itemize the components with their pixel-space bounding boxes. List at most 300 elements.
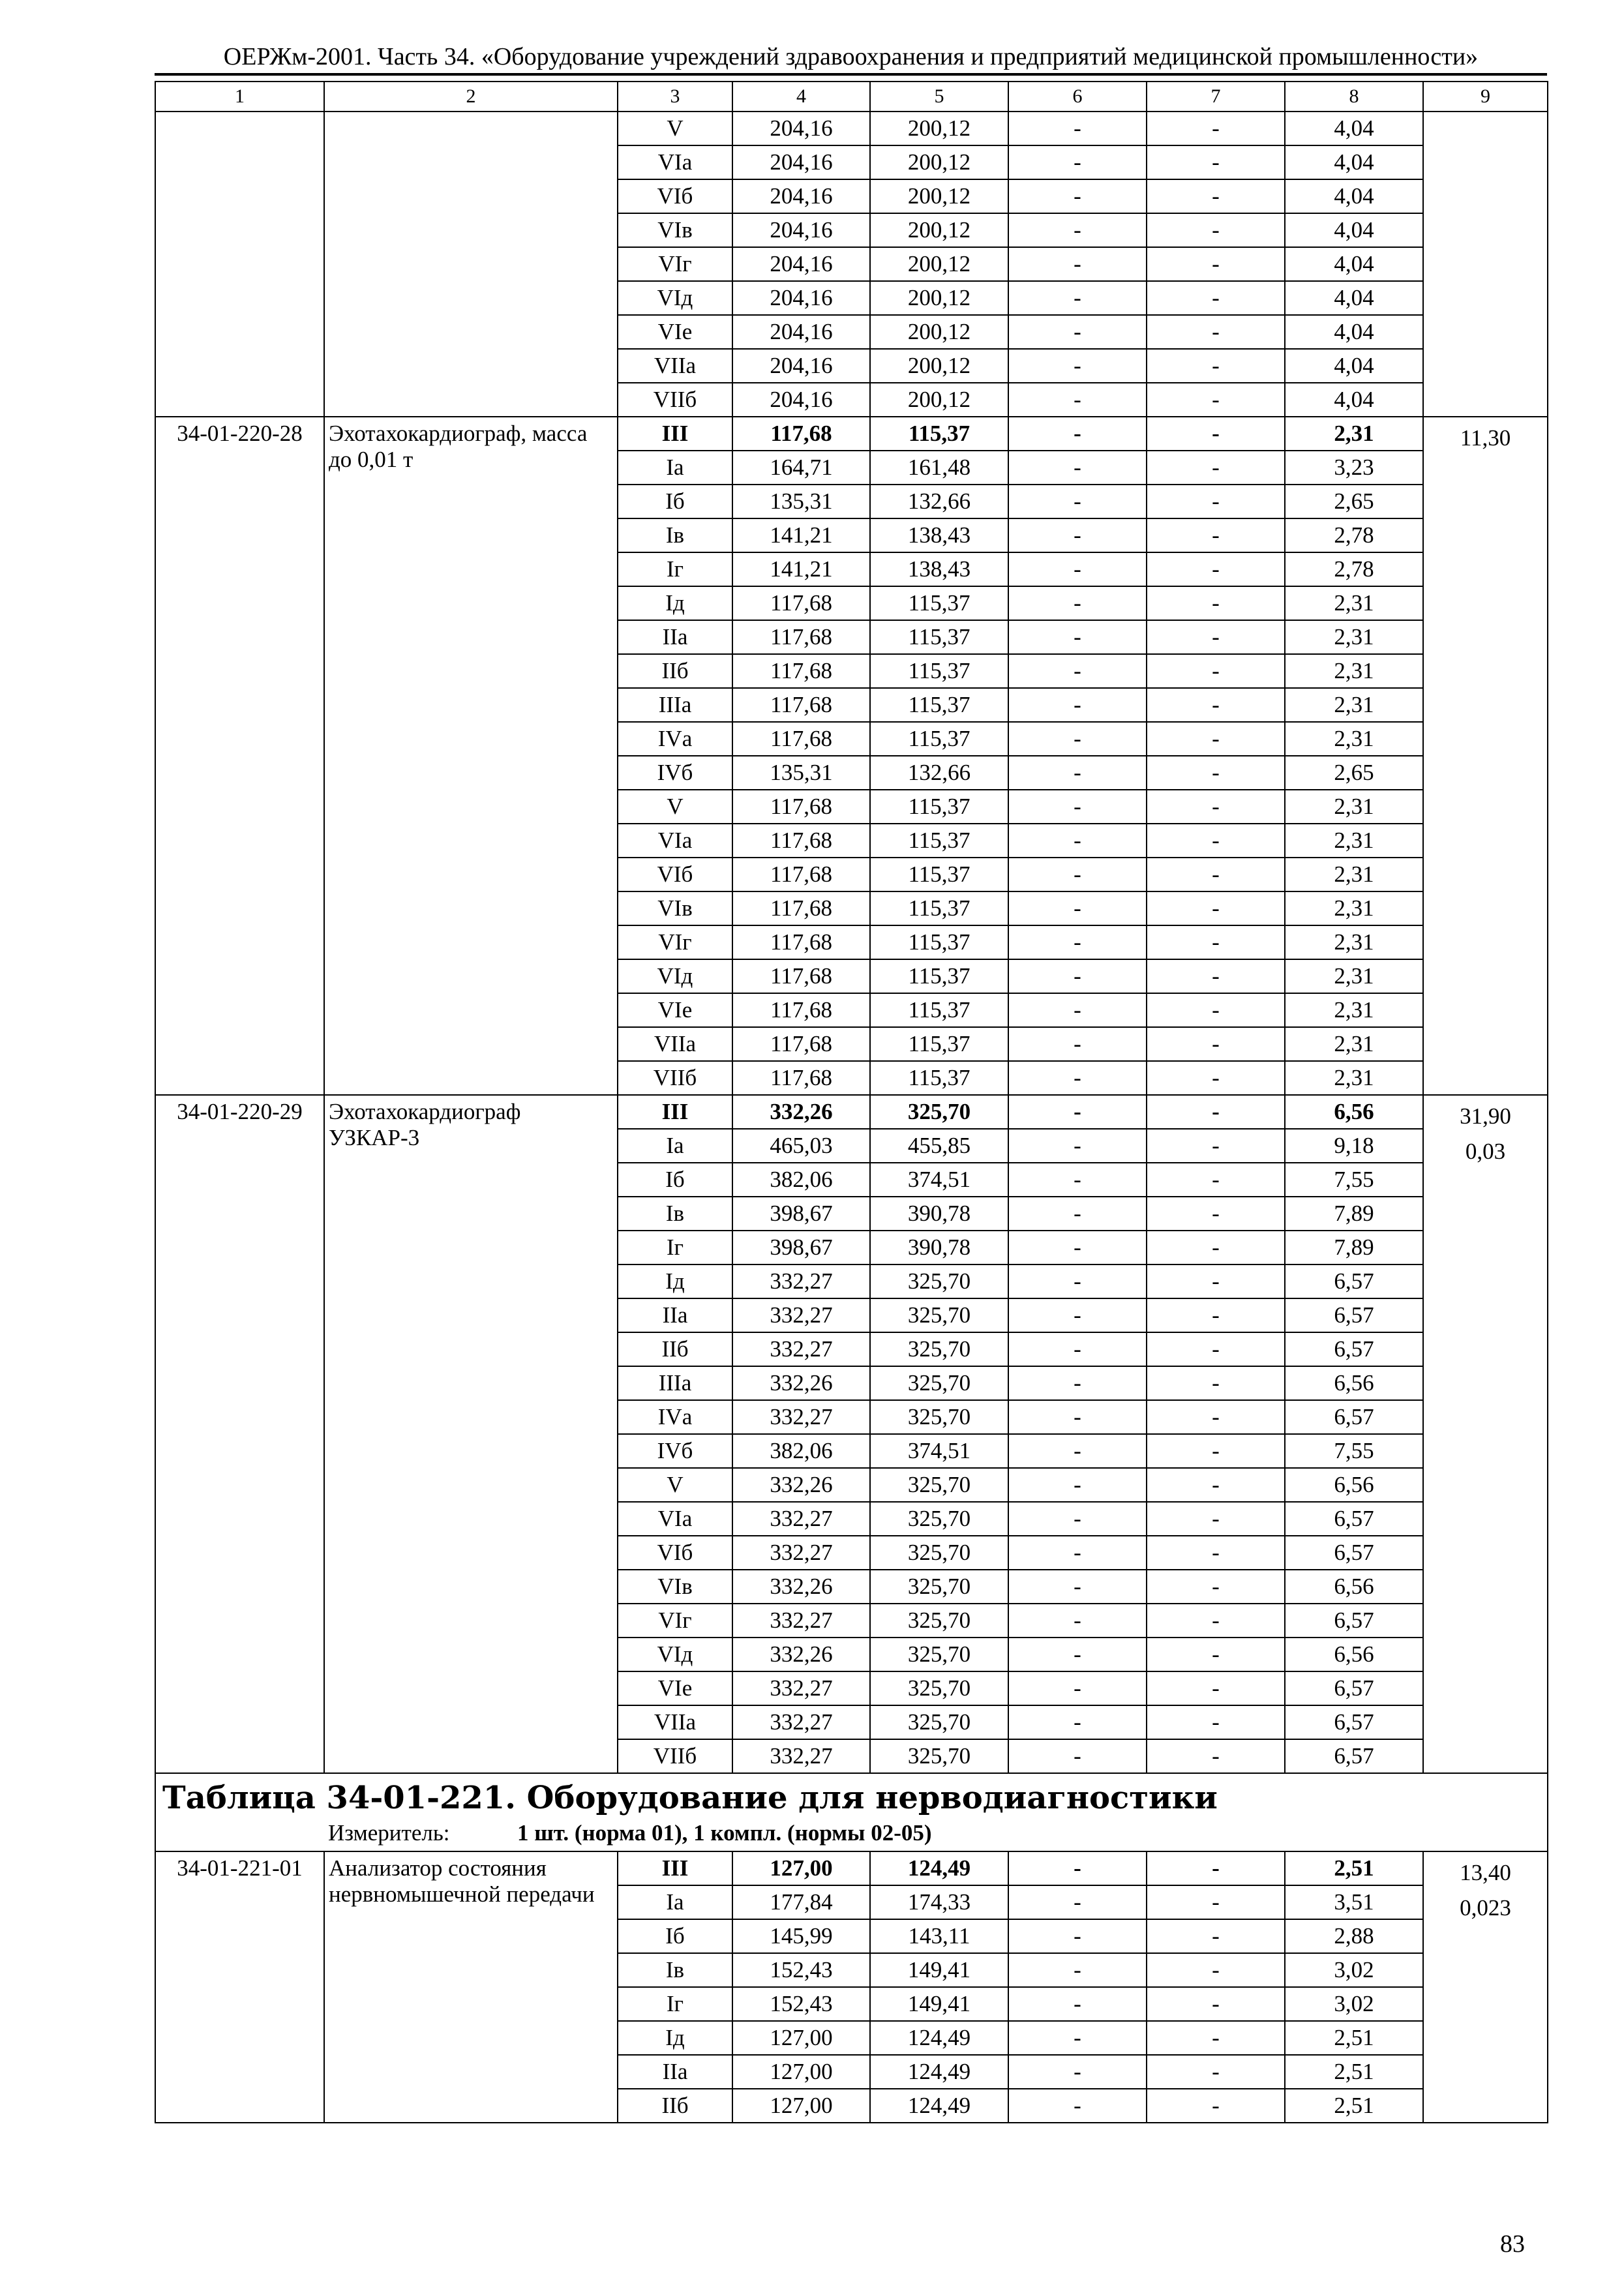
drivers-wages-cell: - — [1147, 213, 1285, 247]
total-cost-cell: 382,06 — [732, 1163, 870, 1197]
materials-cell: 4,04 — [1285, 315, 1423, 349]
drivers-wages-cell: - — [1147, 1739, 1285, 1773]
drivers-wages-cell: - — [1147, 1434, 1285, 1468]
machines-cell: - — [1008, 1739, 1147, 1773]
materials-cell: 6,57 — [1285, 1264, 1423, 1298]
drivers-wages-cell: - — [1147, 383, 1285, 417]
zone-cell: VIIа — [618, 1705, 732, 1739]
zone-cell: VIа — [618, 1502, 732, 1536]
drivers-wages-cell: - — [1147, 722, 1285, 756]
machines-cell: - — [1008, 1061, 1147, 1095]
zone-cell: Iг — [618, 552, 732, 586]
drivers-wages-cell: - — [1147, 1705, 1285, 1739]
materials-cell: 6,57 — [1285, 1671, 1423, 1705]
machines-cell: - — [1008, 552, 1147, 586]
drivers-wages-cell: - — [1147, 417, 1285, 451]
machines-cell: - — [1008, 417, 1147, 451]
zone-cell: IIа — [618, 620, 732, 654]
zone-cell: VIе — [618, 1671, 732, 1705]
wages-cell: 325,70 — [870, 1705, 1008, 1739]
machines-cell: - — [1008, 1027, 1147, 1061]
total-cost-cell: 332,27 — [732, 1298, 870, 1332]
total-cost-cell: 204,16 — [732, 349, 870, 383]
drivers-wages-cell: - — [1147, 2021, 1285, 2055]
column-number: 3 — [618, 82, 732, 112]
materials-cell: 2,51 — [1285, 2089, 1423, 2123]
wages-cell: 325,70 — [870, 1671, 1008, 1705]
materials-cell: 2,31 — [1285, 993, 1423, 1027]
total-cost-cell: 332,27 — [732, 1671, 870, 1705]
wages-cell: 200,12 — [870, 179, 1008, 213]
zone-cell: VIIа — [618, 1027, 732, 1061]
wages-cell: 138,43 — [870, 518, 1008, 552]
zone-cell: VIб — [618, 858, 732, 891]
total-cost-cell: 117,68 — [732, 858, 870, 891]
section-measure — [162, 1818, 1541, 1848]
materials-cell: 6,57 — [1285, 1705, 1423, 1739]
code-cell: 34-01-220-29 — [155, 1095, 324, 1773]
materials-cell: 2,31 — [1285, 925, 1423, 959]
drivers-wages-cell: - — [1147, 1061, 1285, 1095]
materials-cell: 4,04 — [1285, 349, 1423, 383]
total-cost-cell: 332,27 — [732, 1502, 870, 1536]
drivers-wages-cell: - — [1147, 925, 1285, 959]
header-rule — [155, 73, 1547, 76]
drivers-wages-cell: - — [1147, 1851, 1285, 1885]
materials-cell: 2,65 — [1285, 756, 1423, 790]
name-cell: Эхотахокардиограф, масса до 0,01 т — [324, 417, 618, 1095]
zone-cell: VIб — [618, 179, 732, 213]
machines-cell: - — [1008, 925, 1147, 959]
machines-cell: - — [1008, 1129, 1147, 1163]
code-cell: 34-01-220-28 — [155, 417, 324, 1095]
wages-cell: 200,12 — [870, 213, 1008, 247]
drivers-wages-cell: - — [1147, 586, 1285, 620]
machines-cell: - — [1008, 1231, 1147, 1264]
machines-cell: - — [1008, 722, 1147, 756]
total-cost-cell: 398,67 — [732, 1231, 870, 1264]
total-cost-cell: 204,16 — [732, 112, 870, 145]
zone-cell: VIе — [618, 315, 732, 349]
drivers-wages-cell: - — [1147, 688, 1285, 722]
table-row — [155, 417, 1548, 451]
wages-cell: 200,12 — [870, 383, 1008, 417]
drivers-wages-cell: - — [1147, 1129, 1285, 1163]
wages-cell: 115,37 — [870, 790, 1008, 824]
wages-cell: 200,12 — [870, 145, 1008, 179]
column-number: 2 — [324, 82, 618, 112]
extra-value: 0,03 — [1465, 1138, 1506, 1164]
drivers-wages-cell: - — [1147, 1570, 1285, 1604]
drivers-wages-cell: - — [1147, 756, 1285, 790]
machines-cell: - — [1008, 179, 1147, 213]
materials-cell: 4,04 — [1285, 383, 1423, 417]
machines-cell: - — [1008, 247, 1147, 281]
materials-cell: 2,31 — [1285, 586, 1423, 620]
wages-cell: 115,37 — [870, 891, 1008, 925]
machines-cell: - — [1008, 1671, 1147, 1705]
total-cost-cell: 332,26 — [732, 1366, 870, 1400]
zone-cell: VIб — [618, 1536, 732, 1570]
zone-cell: Iв — [618, 1953, 732, 1987]
zone-cell: V — [618, 790, 732, 824]
materials-cell: 6,56 — [1285, 1095, 1423, 1129]
materials-cell: 6,56 — [1285, 1468, 1423, 1502]
column-number: 8 — [1285, 82, 1423, 112]
wages-cell: 149,41 — [870, 1987, 1008, 2021]
wages-cell: 325,70 — [870, 1536, 1008, 1570]
drivers-wages-cell: - — [1147, 1366, 1285, 1400]
total-cost-cell: 117,68 — [732, 993, 870, 1027]
machines-cell: - — [1008, 993, 1147, 1027]
drivers-wages-cell: - — [1147, 1604, 1285, 1638]
zone-cell: IVб — [618, 756, 732, 790]
drivers-wages-cell: - — [1147, 1163, 1285, 1197]
table-row — [155, 1095, 1548, 1129]
zone-cell: III — [618, 1095, 732, 1129]
machines-cell: - — [1008, 1953, 1147, 1987]
materials-cell: 2,78 — [1285, 552, 1423, 586]
materials-cell: 2,78 — [1285, 518, 1423, 552]
column-number: 9 — [1423, 82, 1548, 112]
total-cost-cell: 141,21 — [732, 552, 870, 586]
total-cost-cell: 204,16 — [732, 383, 870, 417]
zone-cell: IIа — [618, 1298, 732, 1332]
machines-cell: - — [1008, 1919, 1147, 1953]
wages-cell: 115,37 — [870, 824, 1008, 858]
page-header: ОЕРЖм-2001. Часть 34. «Оборудование учреждений здравоохранения и предприятий медицинской промышленности» — [223, 43, 1479, 70]
materials-cell: 2,51 — [1285, 1851, 1423, 1885]
total-cost-cell: 204,16 — [732, 213, 870, 247]
name-cell: Эхотахокардиограф УЗКАР-3 — [324, 1095, 618, 1773]
zone-cell: Iг — [618, 1231, 732, 1264]
total-cost-cell: 332,27 — [732, 1604, 870, 1638]
drivers-wages-cell: - — [1147, 1298, 1285, 1332]
wages-cell: 325,70 — [870, 1264, 1008, 1298]
drivers-wages-cell: - — [1147, 281, 1285, 315]
total-cost-cell: 152,43 — [732, 1953, 870, 1987]
wages-cell: 374,51 — [870, 1434, 1008, 1468]
total-cost-cell: 117,68 — [732, 790, 870, 824]
drivers-wages-cell: - — [1147, 1197, 1285, 1231]
drivers-wages-cell: - — [1147, 1953, 1285, 1987]
total-cost-cell: 117,68 — [732, 925, 870, 959]
materials-cell: 6,57 — [1285, 1604, 1423, 1638]
total-cost-cell: 164,71 — [732, 451, 870, 485]
drivers-wages-cell: - — [1147, 1332, 1285, 1366]
materials-cell: 2,31 — [1285, 722, 1423, 756]
machines-cell: - — [1008, 213, 1147, 247]
zone-cell: VIв — [618, 1570, 732, 1604]
total-cost-cell: 141,21 — [732, 518, 870, 552]
total-cost-cell: 117,68 — [732, 722, 870, 756]
total-cost-cell: 117,68 — [732, 586, 870, 620]
rates-table — [155, 81, 1548, 2123]
materials-cell: 6,57 — [1285, 1332, 1423, 1366]
total-cost-cell: 332,27 — [732, 1536, 870, 1570]
extra-cell — [1423, 1851, 1548, 2123]
wages-cell: 200,12 — [870, 315, 1008, 349]
materials-cell: 6,57 — [1285, 1502, 1423, 1536]
wages-cell: 143,11 — [870, 1919, 1008, 1953]
wages-cell: 455,85 — [870, 1129, 1008, 1163]
materials-cell: 6,56 — [1285, 1570, 1423, 1604]
code-cell — [155, 112, 324, 417]
total-cost-cell: 135,31 — [732, 756, 870, 790]
drivers-wages-cell: - — [1147, 2055, 1285, 2089]
drivers-wages-cell: - — [1147, 349, 1285, 383]
wages-cell: 115,37 — [870, 993, 1008, 1027]
zone-cell: VIг — [618, 247, 732, 281]
zone-cell: IVа — [618, 1400, 732, 1434]
measure-value: 1 шт. (норма 01), 1 компл. (нормы 02-05) — [517, 1820, 932, 1846]
name-cell: Анализатор состояния нервномышечной передачи — [324, 1851, 618, 2123]
total-cost-cell: 117,68 — [732, 824, 870, 858]
zone-cell: IVб — [618, 1434, 732, 1468]
zone-cell: Iа — [618, 1885, 732, 1919]
wages-cell: 174,33 — [870, 1885, 1008, 1919]
machines-cell: - — [1008, 383, 1147, 417]
total-cost-cell: 135,31 — [732, 485, 870, 518]
materials-cell: 6,57 — [1285, 1536, 1423, 1570]
zone-cell: VIе — [618, 993, 732, 1027]
zone-cell: VIв — [618, 213, 732, 247]
zone-cell: IIIа — [618, 1366, 732, 1400]
zone-cell: Iб — [618, 485, 732, 518]
total-cost-cell: 117,68 — [732, 620, 870, 654]
total-cost-cell: 332,26 — [732, 1095, 870, 1129]
total-cost-cell: 204,16 — [732, 145, 870, 179]
wages-cell: 325,70 — [870, 1366, 1008, 1400]
machines-cell: - — [1008, 1434, 1147, 1468]
code-cell: 34-01-221-01 — [155, 1851, 324, 2123]
machines-cell: - — [1008, 586, 1147, 620]
wages-cell: 325,70 — [870, 1502, 1008, 1536]
drivers-wages-cell: - — [1147, 179, 1285, 213]
materials-cell: 2,31 — [1285, 1027, 1423, 1061]
drivers-wages-cell: - — [1147, 145, 1285, 179]
machines-cell: - — [1008, 281, 1147, 315]
machines-cell: - — [1008, 1705, 1147, 1739]
machines-cell: - — [1008, 1536, 1147, 1570]
total-cost-cell: 117,68 — [732, 688, 870, 722]
zone-cell: III — [618, 1851, 732, 1885]
total-cost-cell: 332,27 — [732, 1739, 870, 1773]
materials-cell: 2,31 — [1285, 688, 1423, 722]
wages-cell: 115,37 — [870, 417, 1008, 451]
drivers-wages-cell: - — [1147, 315, 1285, 349]
zone-cell: V — [618, 112, 732, 145]
machines-cell: - — [1008, 858, 1147, 891]
drivers-wages-cell: - — [1147, 1027, 1285, 1061]
materials-cell: 4,04 — [1285, 179, 1423, 213]
materials-cell: 6,57 — [1285, 1739, 1423, 1773]
table-row — [155, 1851, 1548, 1885]
total-cost-cell: 332,27 — [732, 1264, 870, 1298]
materials-cell: 7,89 — [1285, 1197, 1423, 1231]
drivers-wages-cell: - — [1147, 112, 1285, 145]
machines-cell: - — [1008, 1570, 1147, 1604]
machines-cell: - — [1008, 756, 1147, 790]
zone-cell: VIг — [618, 1604, 732, 1638]
zone-cell: VIд — [618, 959, 732, 993]
materials-cell: 9,18 — [1285, 1129, 1423, 1163]
zone-cell: VIд — [618, 1638, 732, 1671]
materials-cell: 3,23 — [1285, 451, 1423, 485]
total-cost-cell: 332,26 — [732, 1468, 870, 1502]
measure-label: Измеритель: — [328, 1820, 450, 1846]
drivers-wages-cell: - — [1147, 654, 1285, 688]
materials-cell: 6,57 — [1285, 1298, 1423, 1332]
machines-cell: - — [1008, 1851, 1147, 1885]
extra-value: 31,90 — [1460, 1103, 1511, 1129]
wages-cell: 124,49 — [870, 2021, 1008, 2055]
column-number: 1 — [155, 82, 324, 112]
total-cost-cell: 332,27 — [732, 1332, 870, 1366]
materials-cell: 2,31 — [1285, 824, 1423, 858]
total-cost-cell: 127,00 — [732, 1851, 870, 1885]
drivers-wages-cell: - — [1147, 620, 1285, 654]
section-header-row — [155, 1773, 1548, 1851]
wages-cell: 132,66 — [870, 485, 1008, 518]
total-cost-cell: 145,99 — [732, 1919, 870, 1953]
materials-cell: 2,88 — [1285, 1919, 1423, 1953]
zone-cell: Iд — [618, 586, 732, 620]
machines-cell: - — [1008, 1095, 1147, 1129]
machines-cell: - — [1008, 1468, 1147, 1502]
zone-cell: IVа — [618, 722, 732, 756]
machines-cell: - — [1008, 790, 1147, 824]
materials-cell: 2,31 — [1285, 891, 1423, 925]
materials-cell: 4,04 — [1285, 281, 1423, 315]
extra-cell — [1423, 1095, 1548, 1773]
zone-cell: III — [618, 417, 732, 451]
drivers-wages-cell: - — [1147, 993, 1285, 1027]
drivers-wages-cell: - — [1147, 1638, 1285, 1671]
column-number: 7 — [1147, 82, 1285, 112]
total-cost-cell: 332,27 — [732, 1705, 870, 1739]
zone-cell: IIб — [618, 654, 732, 688]
machines-cell: - — [1008, 518, 1147, 552]
zone-cell: VIа — [618, 145, 732, 179]
machines-cell: - — [1008, 485, 1147, 518]
drivers-wages-cell: - — [1147, 1231, 1285, 1264]
total-cost-cell: 382,06 — [732, 1434, 870, 1468]
total-cost-cell: 117,68 — [732, 1061, 870, 1095]
total-cost-cell: 177,84 — [732, 1885, 870, 1919]
machines-cell: - — [1008, 315, 1147, 349]
total-cost-cell: 117,68 — [732, 654, 870, 688]
materials-cell: 2,31 — [1285, 790, 1423, 824]
wages-cell: 115,37 — [870, 1061, 1008, 1095]
total-cost-cell: 127,00 — [732, 2021, 870, 2055]
drivers-wages-cell: - — [1147, 1987, 1285, 2021]
extra-cell — [1423, 417, 1548, 1095]
zone-cell: Iв — [618, 518, 732, 552]
zone-cell: VIIб — [618, 383, 732, 417]
machines-cell: - — [1008, 1197, 1147, 1231]
materials-cell: 2,31 — [1285, 1061, 1423, 1095]
machines-cell: - — [1008, 451, 1147, 485]
drivers-wages-cell: - — [1147, 552, 1285, 586]
zone-cell: VIIа — [618, 349, 732, 383]
wages-cell: 124,49 — [870, 2055, 1008, 2089]
total-cost-cell: 204,16 — [732, 281, 870, 315]
column-number: 5 — [870, 82, 1008, 112]
rates-table-body — [155, 82, 1548, 2123]
total-cost-cell: 465,03 — [732, 1129, 870, 1163]
total-cost-cell: 127,00 — [732, 2055, 870, 2089]
machines-cell: - — [1008, 824, 1147, 858]
wages-cell: 374,51 — [870, 1163, 1008, 1197]
materials-cell: 6,56 — [1285, 1638, 1423, 1671]
materials-cell: 3,02 — [1285, 1953, 1423, 1987]
machines-cell: - — [1008, 1638, 1147, 1671]
drivers-wages-cell: - — [1147, 1536, 1285, 1570]
wages-cell: 325,70 — [870, 1570, 1008, 1604]
wages-cell: 325,70 — [870, 1604, 1008, 1638]
zone-cell: Iа — [618, 451, 732, 485]
table-row — [155, 112, 1548, 145]
total-cost-cell: 332,26 — [732, 1638, 870, 1671]
machines-cell: - — [1008, 1502, 1147, 1536]
total-cost-cell: 117,68 — [732, 1027, 870, 1061]
materials-cell: 2,51 — [1285, 2055, 1423, 2089]
wages-cell: 115,37 — [870, 586, 1008, 620]
zone-cell: VIг — [618, 925, 732, 959]
wages-cell: 132,66 — [870, 756, 1008, 790]
machines-cell: - — [1008, 1885, 1147, 1919]
drivers-wages-cell: - — [1147, 451, 1285, 485]
materials-cell: 4,04 — [1285, 247, 1423, 281]
zone-cell: Iб — [618, 1919, 732, 1953]
wages-cell: 115,37 — [870, 1027, 1008, 1061]
materials-cell: 7,55 — [1285, 1163, 1423, 1197]
wages-cell: 115,37 — [870, 925, 1008, 959]
machines-cell: - — [1008, 1264, 1147, 1298]
total-cost-cell: 117,68 — [732, 417, 870, 451]
drivers-wages-cell: - — [1147, 518, 1285, 552]
total-cost-cell: 332,26 — [732, 1570, 870, 1604]
zone-cell: IIа — [618, 2055, 732, 2089]
materials-cell: 6,56 — [1285, 1366, 1423, 1400]
machines-cell: - — [1008, 112, 1147, 145]
wages-cell: 115,37 — [870, 620, 1008, 654]
drivers-wages-cell: - — [1147, 1671, 1285, 1705]
machines-cell: - — [1008, 620, 1147, 654]
materials-cell: 4,04 — [1285, 145, 1423, 179]
column-numbers-row — [155, 82, 1548, 112]
machines-cell: - — [1008, 1332, 1147, 1366]
machines-cell: - — [1008, 145, 1147, 179]
zone-cell: Iа — [618, 1129, 732, 1163]
wages-cell: 325,70 — [870, 1468, 1008, 1502]
materials-cell: 3,02 — [1285, 1987, 1423, 2021]
machines-cell: - — [1008, 1987, 1147, 2021]
drivers-wages-cell: - — [1147, 891, 1285, 925]
zone-cell: IIIа — [618, 688, 732, 722]
zone-cell: IIб — [618, 2089, 732, 2123]
total-cost-cell: 117,68 — [732, 891, 870, 925]
materials-cell: 2,31 — [1285, 417, 1423, 451]
zone-cell: VIIб — [618, 1061, 732, 1095]
total-cost-cell: 204,16 — [732, 247, 870, 281]
materials-cell: 7,89 — [1285, 1231, 1423, 1264]
total-cost-cell: 152,43 — [732, 1987, 870, 2021]
wages-cell: 124,49 — [870, 2089, 1008, 2123]
wages-cell: 138,43 — [870, 552, 1008, 586]
total-cost-cell: 117,68 — [732, 959, 870, 993]
